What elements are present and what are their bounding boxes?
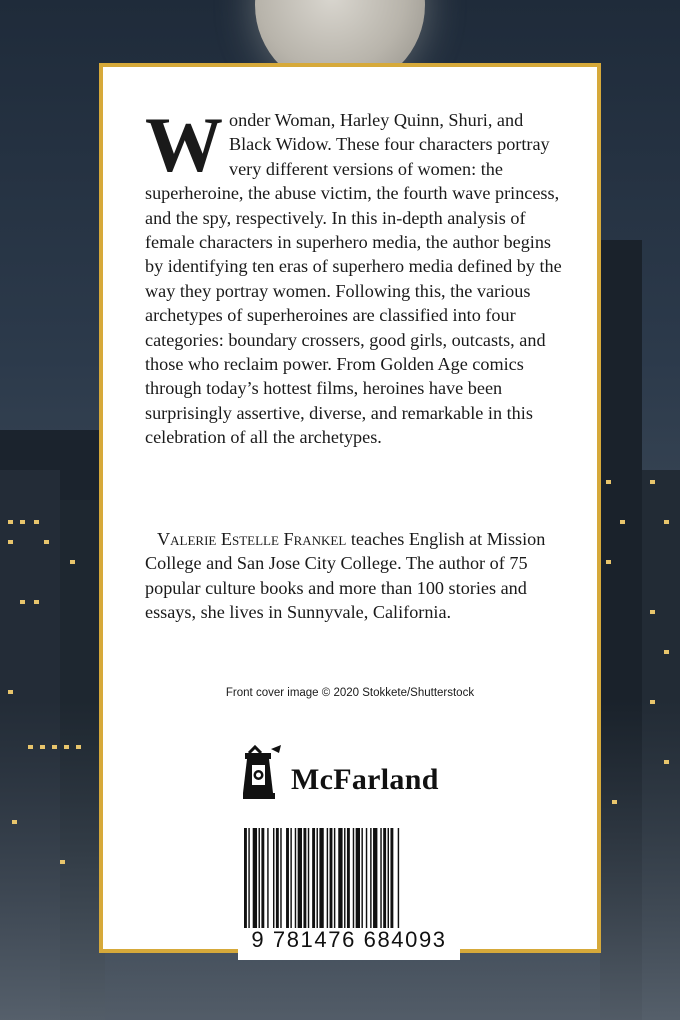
author-bio	[145, 527, 565, 625]
publisher-logo	[243, 743, 473, 805]
book-blurb	[145, 101, 565, 450]
barcode-area	[238, 820, 460, 960]
publisher-name: McFarland	[291, 763, 439, 796]
cover-image-credit: Front cover image © 2020 Stokkete/Shutterstock	[225, 687, 475, 699]
barcode-icon	[238, 828, 460, 933]
author-bio-text: teaches English at Mission College and San Jose City College. The author of 75 popular culture books and more than 100 stories and essays, she lives in Sunnyvale, California.	[145, 529, 546, 623]
author-name: Valerie Estelle Frankel	[157, 529, 347, 549]
isbn-digits: 9 781476 684093	[251, 927, 447, 952]
blurb-text: onder Woman, Harley Quinn, Shuri, and Black Widow. These four characters portray very different versions of women: the superheroine, the abuse victim, the fourth wave princess, and the spy, respectively. In this in-depth analysis of female characters in superhero media, the author begins by identifying ten eras of superhero media defined by the way they portray women. Following this, the various archetypes of superheroines are classified into four categories: boundary crossers, good girls, outcasts, and those who reclaim power. From Golden Age comics through today’s hottest films, heroines have been surprisingly assertive, diverse, and remarkable in this celebration of all the archetypes.	[145, 110, 562, 448]
drop-cap: W	[145, 101, 223, 188]
lantern-logo-icon	[243, 743, 283, 805]
